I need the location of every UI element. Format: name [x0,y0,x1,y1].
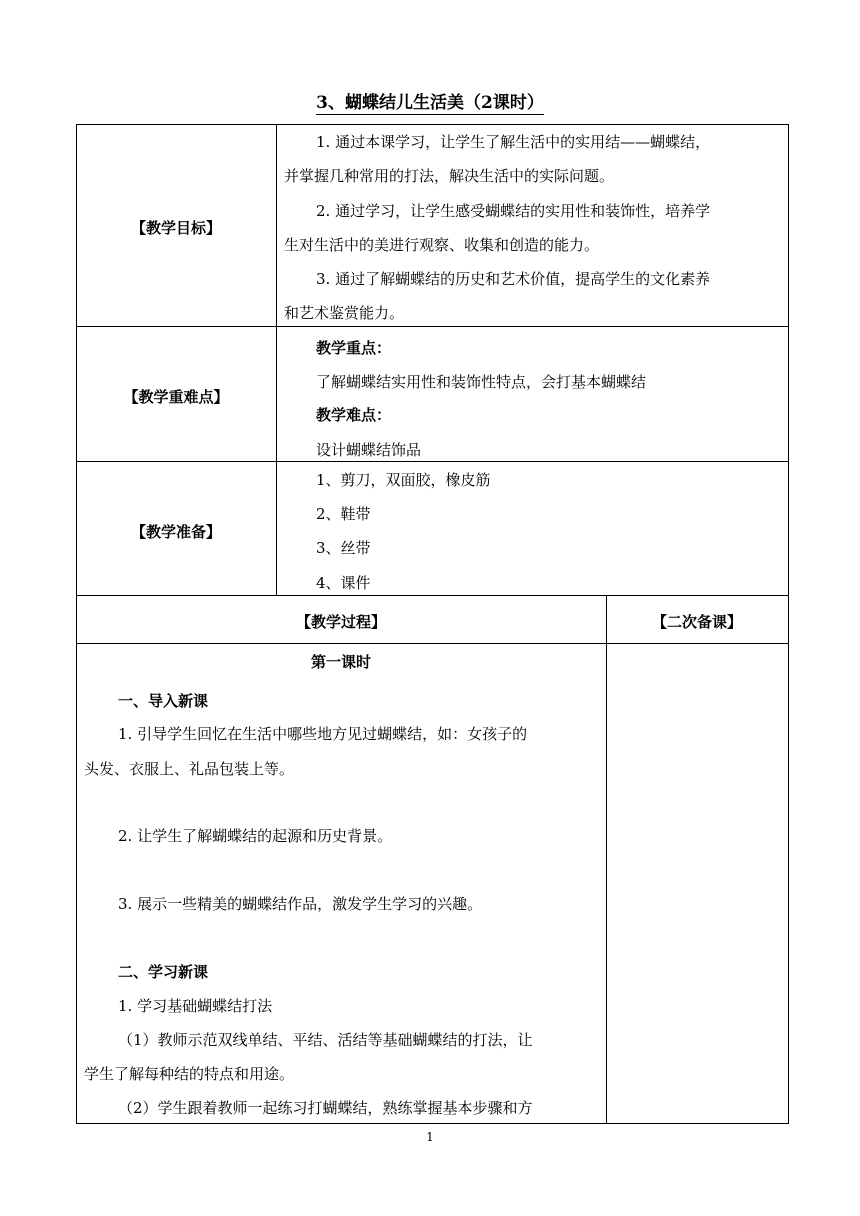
row-divider [76,461,789,462]
table-border-bottom [76,1123,789,1124]
section-heading: 一、导入新课 [118,692,209,710]
objective-line: 生对生活中的美进行观察、收集和创造的能力。 [284,236,600,254]
page-number: 1 [426,1130,434,1144]
objective-line: 1. 通过本课学习，让学生了解生活中的实用结——蝴蝶结， [316,133,711,151]
table-border-top [76,124,789,125]
preparation-item: 4、课件 [316,574,371,592]
side-column-divider [606,595,607,1123]
objective-line: 和艺术鉴赏能力。 [284,304,405,322]
preparation-item: 3、丝带 [316,539,371,557]
process-line: 1. 学习基础蝴蝶结打法 [118,997,273,1015]
lesson-title: 第一课时 [310,653,371,671]
process-line: 1. 引导学生回忆在生活中哪些地方见过蝴蝶结，如：女孩子的 [118,725,528,743]
process-line: （1）教师示范双线单结、平结、活结等基础蝴蝶结的打法，让 [118,1031,533,1049]
process-line: （2）学生跟着教师一起练习打蝴蝶结，熟练掌握基本步骤和方 [118,1099,533,1117]
row-divider [76,595,789,596]
key-points-label: 【教学重难点】 [123,388,229,406]
objective-line: 3. 通过了解蝴蝶结的历史和艺术价值，提高学生的文化素养 [316,270,711,288]
process-line: 学生了解每种结的特点和用途。 [84,1065,295,1083]
preparation-item: 1、剪刀，双面胶，橡皮筋 [316,471,491,489]
process-line: 2. 让学生了解蝴蝶结的起源和历史背景。 [118,827,393,845]
process-line: 3. 展示一些精美的蝴蝶结作品，激发学生学习的兴趣。 [118,895,483,913]
row-divider [76,643,789,644]
difficulty-text: 设计蝴蝶结饰品 [316,441,422,459]
preparation-label: 【教学准备】 [130,523,221,541]
section-heading: 二、学习新课 [118,963,209,981]
process-header: 【教学过程】 [295,613,386,631]
key-point-heading: 教学重点： [316,339,392,357]
difficulty-heading: 教学难点： [316,406,392,424]
row-divider [76,326,789,327]
table-border-right [788,124,789,1124]
preparation-item: 2、鞋带 [316,505,371,523]
process-line: 头发、衣服上、礼品包装上等。 [84,760,295,778]
objectives-label: 【教学目标】 [130,219,221,237]
objective-line: 并掌握几种常用的打法，解决生活中的实际问题。 [284,167,615,185]
label-column-divider [276,124,277,595]
objective-line: 2. 通过学习，让学生感受蝴蝶结的实用性和装饰性，培养学 [316,202,711,220]
side-notes-header: 【二次备课】 [651,613,742,631]
key-point-text: 了解蝴蝶结实用性和装饰性特点，会打基本蝴蝶结 [316,373,647,391]
document-title: 3、蝴蝶结儿生活美（2课时） [316,93,544,113]
